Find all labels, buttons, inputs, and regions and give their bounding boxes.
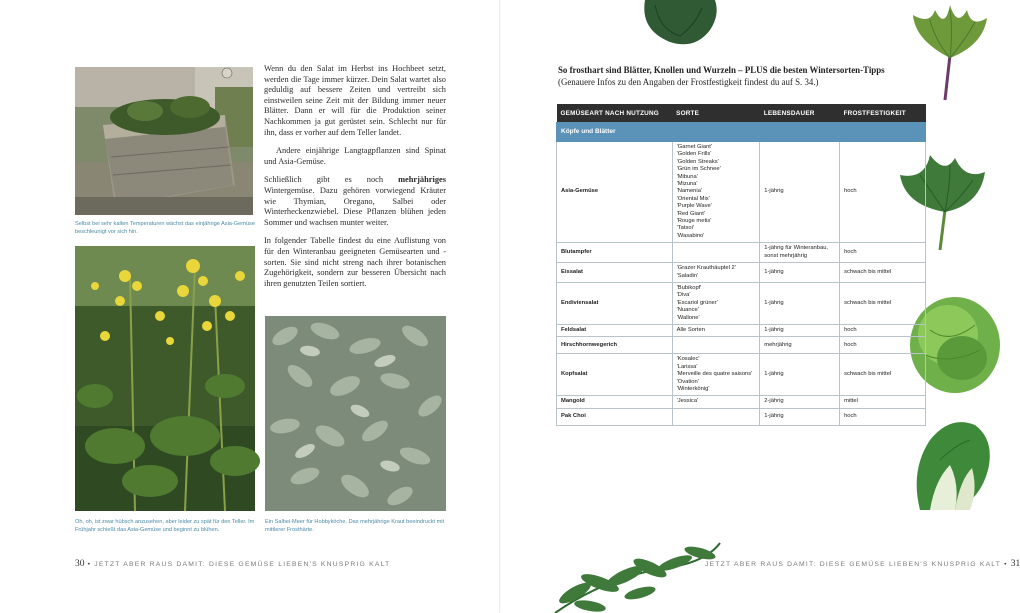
paragraph-1: Wenn du den Salat im Herbst ins Hochbeet setzt, werden die Tage immer kürzer. Dein Salat wartet also geduldig auf bessere Zeiten und vertreibt sich einstweilen seine Zeit mit der Bildung immer neuer Blätter. Dann er will für die Produktion seiner Nachkommen ja gut gerüstet sein. Schlecht nur für ihn, dass er vorher auf dem Teller landet. <box>264 64 446 137</box>
table-row <box>557 324 926 336</box>
variety-item: 'Golden Frills' <box>676 151 712 158</box>
table-subheading: (Genauere Infos zu den Angaben der Frostfestigkeit findest du auf S. 34.) <box>558 77 819 87</box>
vegetable-name: Kopfsalat <box>557 354 673 396</box>
variety-item: 'Grün im Schnee' <box>676 166 721 173</box>
frost-cell: hoch <box>840 142 926 243</box>
vegetable-name: Asia-Gemüse <box>557 142 673 243</box>
variety-item: 'Purple Wave' <box>676 203 712 210</box>
column-header-variety: SORTE <box>672 104 760 123</box>
table-row <box>557 337 926 354</box>
table-row <box>557 354 926 396</box>
variety-list <box>672 282 760 324</box>
variety-item: 'Red Giant' <box>676 210 705 217</box>
variety-item: 'Oriental Mix' <box>676 195 710 202</box>
vegetable-name: Pak Choi <box>557 408 673 425</box>
variety-item: 'Saladin' <box>676 272 699 279</box>
frost-cell: mittel <box>840 396 926 408</box>
variety-item: 'Wallone' <box>676 314 700 321</box>
variety-item: 'Bubikopf' <box>676 284 702 291</box>
page-number-right: 31 <box>1010 559 1020 569</box>
table-row <box>557 243 926 263</box>
running-title-left: JETZT ABER RAUS DAMIT: DIESE GEMÜSE LIEBEN'S KNUSPRIG KALT <box>94 561 391 568</box>
variety-item: 'Merveille des quatre saisons' <box>676 371 753 378</box>
variety-item: 'Grazer Krauthäuptel 2' <box>676 265 736 272</box>
variety-list <box>672 396 760 408</box>
sage-caption: Ein Salbei-Meer für Hobbyköche. Das mehrjährige Kraut beeindruckt mit mittlerer Frosthärte. <box>265 519 445 533</box>
frost-cell: schwach bis mittel <box>840 263 926 283</box>
vegetable-name: Endiviensalat <box>557 282 673 324</box>
variety-item: Alle Sorten <box>676 326 705 333</box>
frost-cell: hoch <box>840 337 926 354</box>
frost-cell: schwach bis mittel <box>840 282 926 324</box>
variety-item: 'Tatsoi' <box>676 225 694 232</box>
variety-list <box>672 243 760 263</box>
lifespan-cell: 1-jährig <box>760 324 840 336</box>
raised-bed-photo <box>75 67 253 215</box>
right-footer: JETZT ABER RAUS DAMIT: DIESE GEMÜSE LIEBEN'S KNUSPRIG KALT • 31 <box>705 559 1020 569</box>
section-label: Köpfe und Blätter <box>557 123 926 142</box>
variety-item: 'Garnet Giant' <box>676 144 713 150</box>
table-row <box>557 396 926 408</box>
table-header-row <box>557 104 926 123</box>
vegetable-name: Hirschhornwegerich <box>557 337 673 354</box>
lifespan-cell: 1-jährig <box>760 263 840 283</box>
rapeseed-caption: Oh, oh, ist zwar hübsch anzusehen, aber leider zu spät für den Teller. Im Frühjahr schießt das Asia-Gemüse und beginnt zu blühen. <box>75 519 255 533</box>
table-row <box>557 282 926 324</box>
paragraph-3: Schließlich gibt es noch mehrjähriges Wintergemüse. Dazu gehören vorwiegend Kräuter wie Thymian, Oregano, Salbei oder Winterheckenzwiebel. Diese Pflanzen blühen jeden Sommer und wachsen munter weiter. <box>264 175 446 227</box>
column-header-lifespan: LEBENSDAUER <box>760 104 840 123</box>
variety-item: 'Diva' <box>676 292 691 299</box>
variety-item: 'Mizuna' <box>676 181 698 188</box>
variety-list <box>672 263 760 283</box>
left-page <box>0 0 500 613</box>
frost-cell: schwach bis mittel <box>840 354 926 396</box>
lifespan-cell: 1-jährig <box>760 354 840 396</box>
table-row <box>557 142 926 243</box>
table-heading: So frosthart sind Blätter, Knollen und Wurzeln – PLUS die besten Wintersorten-Tipps <box>558 65 885 75</box>
section-row <box>557 123 926 142</box>
rocket-illustration <box>545 538 725 613</box>
lifespan-cell: 1-jährig <box>760 142 840 243</box>
column-header-frost: FROSTFESTIGKEIT <box>840 104 926 123</box>
kale-illustration-top <box>640 0 720 48</box>
variety-item: 'Nuance' <box>676 307 699 314</box>
column-header-type: GEMÜSEART NACH NUTZUNG <box>557 104 673 123</box>
left-footer: 30 • JETZT ABER RAUS DAMIT: DIESE GEMÜSE LIEBEN'S KNUSPRIG KALT <box>75 559 391 569</box>
variety-item: 'Kosalec' <box>676 356 700 363</box>
variety-item: 'Escariol grüner' <box>676 299 718 306</box>
lifespan-cell: 1-jährig <box>760 408 840 425</box>
raised-bed-caption: Selbst bei sehr kalten Temperaturen wächst das einjährige Asia-Gemüse beschleunigt vor sich hin. <box>75 221 255 235</box>
variety-item: 'Namenia' <box>676 188 703 195</box>
frost-cell: hoch <box>840 243 926 263</box>
running-title-right: JETZT ABER RAUS DAMIT: DIESE GEMÜSE LIEBEN'S KNUSPRIG KALT <box>705 561 1002 568</box>
page-number-left: 30 <box>75 559 85 569</box>
lifespan-cell: 1-jährig <box>760 282 840 324</box>
variety-list <box>672 354 760 396</box>
vegetable-name: Mangold <box>557 396 673 408</box>
mizuna-illustration <box>905 0 995 100</box>
frost-cell: hoch <box>840 408 926 425</box>
vegetable-name: Eissalat <box>557 263 673 283</box>
lifespan-cell: mehrjährig <box>760 337 840 354</box>
variety-list <box>672 142 760 243</box>
variety-item: 'Rouge metis' <box>676 218 712 225</box>
variety-item: 'Mibuna' <box>676 173 698 180</box>
rapeseed-photo <box>75 246 255 511</box>
table-row <box>557 263 926 283</box>
lifespan-cell: 1-jährig für Winteranbau, sonst mehrjährig <box>760 243 840 263</box>
variety-item: 'Jessica' <box>676 398 699 405</box>
vegetable-name: Blutampfer <box>557 243 673 263</box>
variety-list <box>672 408 760 425</box>
right-page <box>500 0 1020 613</box>
variety-list <box>672 324 760 336</box>
table-row <box>557 408 926 425</box>
lifespan-cell: 2-jährig <box>760 396 840 408</box>
variety-list <box>672 337 760 354</box>
variety-item: 'Ovation' <box>676 378 699 385</box>
variety-item: 'Winterkönig' <box>676 385 710 392</box>
frost-hardiness-table <box>556 104 926 426</box>
sage-photo <box>265 316 446 511</box>
body-text <box>264 64 446 297</box>
frost-cell: hoch <box>840 324 926 336</box>
variety-item: 'Larissa' <box>676 363 698 370</box>
variety-item: 'Golden Streaks' <box>676 158 719 165</box>
paragraph-4: In folgender Tabelle findest du eine Auflistung von für den Winteranbau geeigneten Gemüsearten und -sorten. Sie sind nicht streng nach ihrer botanischen Zugehörigkeit, sondern zur besseren Übersicht nach ihren genutzten Teilen sortiert. <box>264 236 446 288</box>
vegetable-name: Feldsalat <box>557 324 673 336</box>
paragraph-2: Andere einjährige Langtagpflanzen sind Spinat und Asia-Gemüse. <box>264 146 446 166</box>
variety-item: 'Wasabino' <box>676 232 705 239</box>
